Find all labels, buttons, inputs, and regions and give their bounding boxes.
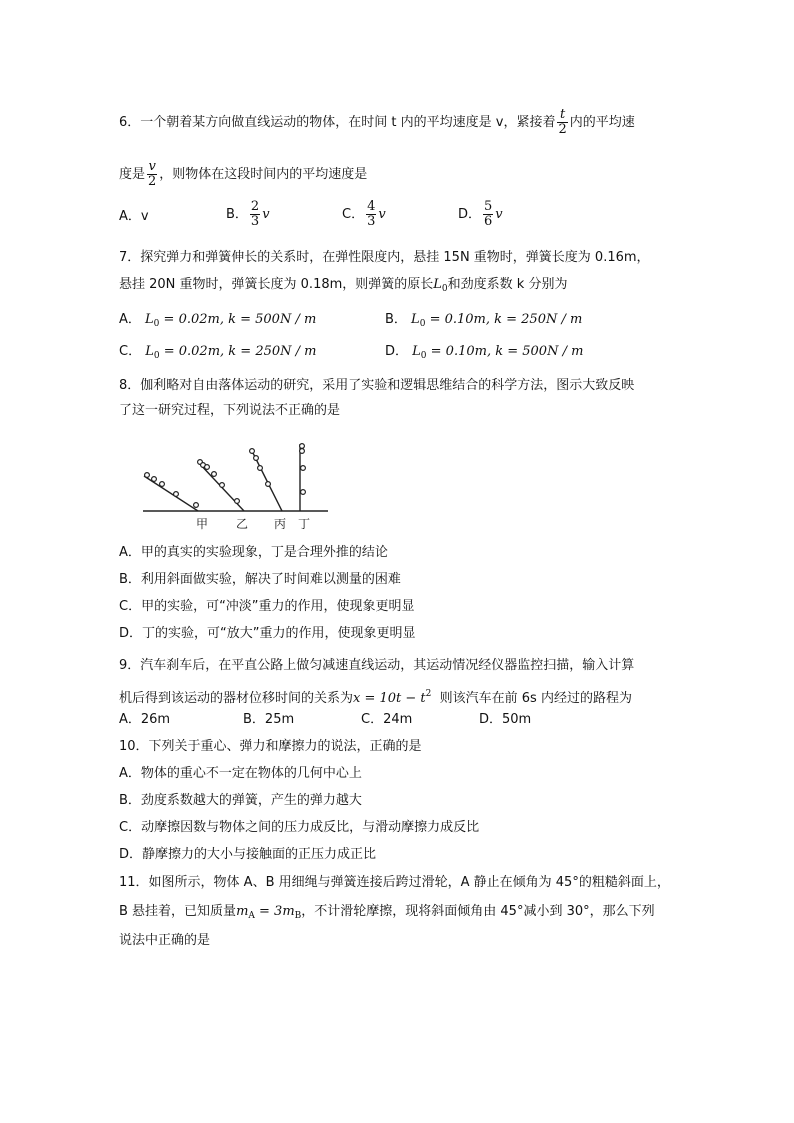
q8-option-c: C．甲的实验，可“冲淡”重力的作用，使现象更明显 xyxy=(119,599,415,614)
q6-text-c: 度是 xyxy=(119,167,146,182)
q8-line1: 8．伽利略对自由落体运动的研究，采用了实验和逻辑思维结合的科学方法，图示大致反映 xyxy=(119,378,635,393)
balls-jia xyxy=(145,473,199,508)
q9-line2: 机后得到该运动的器材位移时间的关系为$x = 10t - t^2$ 则该汽车在前 6s 内经过的路程为 xyxy=(119,689,632,706)
q6-line2 xyxy=(119,160,367,189)
q9-option-a: A．26m xyxy=(119,712,171,727)
q7-L0-symbol: $L_0$ xyxy=(433,277,448,294)
q7-line2: 悬挂 20N 重物时，弹簧长度为 0.18m，则弹簧的原长$L_0$和劲度系数 k 分别为 xyxy=(119,277,568,294)
balls-yi xyxy=(198,460,240,504)
q7-option-c: C． $L_0 = 0.02m$, k = 250N / m xyxy=(119,344,317,361)
q6-text-a: 6．一个朝着某方向做直线运动的物体，在时间 t 内的平均速度是 v，紧接着 xyxy=(119,115,556,130)
q10-option-a: A．物体的重心不一定在物体的几何中心上 xyxy=(119,766,362,781)
q11-mass-relation: $m_A = 3m_B$ xyxy=(236,904,302,921)
q6-text-d: ，则物体在这段时间内的平均速度是 xyxy=(159,167,368,182)
q11-line2: B 悬挂着，已知质量$m_A = 3m_B$，不计滑轮摩擦，现将斜面倾角由 45°减小到 30°，那么下列 xyxy=(119,904,655,921)
q8-option-d: D．丁的实验，可“放大”重力的作用，使现象更明显 xyxy=(119,626,416,641)
q6-line1 xyxy=(119,108,635,137)
q8-option-a: A．甲的真实的实验现象，丁是合理外推的结论 xyxy=(119,545,388,560)
q6-option-d: D． $\frac{5}{6}$ v xyxy=(458,199,503,229)
q6-fraction-t-over-2: $\frac{t}{2}$ xyxy=(558,107,567,137)
q9-line1: 9．汽车刹车后，在平直公路上做匀减速直线运动，其运动情况经仪器监控扫描，输入计算 xyxy=(119,658,635,673)
label-jia: 甲 xyxy=(196,517,209,531)
label-ding: 丁 xyxy=(298,517,311,531)
q8-line2: 了这一研究过程，下列说法不正确的是 xyxy=(119,403,341,418)
q9-option-d: D．50m xyxy=(479,712,532,727)
q6-option-a: A．v xyxy=(119,209,149,224)
galileo-incline-figure xyxy=(140,440,340,535)
q6-option-b: B． $\frac{2}{3}$ v xyxy=(226,199,270,229)
q7-line1: 7．探究弹力和弹簧伸长的关系时，在弹性限度内，悬挂 15N 重物时，弹簧长度为 0.16m， xyxy=(119,250,650,265)
q6-option-c: C． $\frac{4}{3}$ v xyxy=(342,199,386,229)
q7-option-d: D． $L_0 = 0.10m$, k = 500N / m xyxy=(385,344,584,361)
q9-option-b: B．25m xyxy=(243,712,295,727)
label-bing: 丙 xyxy=(274,517,287,531)
q8-option-b: B．利用斜面做实验，解决了时间难以测量的困难 xyxy=(119,572,401,587)
label-yi: 乙 xyxy=(236,517,249,531)
q7-option-a: A． $L_0 = 0.02m$, k = 500N / m xyxy=(119,312,317,329)
q11-line3: 说法中正确的是 xyxy=(119,933,211,948)
q9-formula: $x = 10t - t^2$ xyxy=(353,689,432,706)
q11-line1: 11．如图所示，物体 A、B 用细绳与弹簧连接后跨过滑轮，A 静止在倾角为 45°的粗糙斜面上， xyxy=(119,875,670,890)
q9-option-c: C．24m xyxy=(361,712,413,727)
q6-fraction-v-over-2: $\frac{v}{2}$ xyxy=(148,159,157,189)
q10-option-c: C．动摩擦因数与物体之间的压力成反比，与滑动摩擦力成反比 xyxy=(119,820,480,835)
q10-option-b: B．劲度系数越大的弹簧，产生的弹力越大 xyxy=(119,793,362,808)
q10-option-d: D．静摩擦力的大小与接触面的正压力成正比 xyxy=(119,847,377,862)
q10-line1: 10．下列关于重心、弹力和摩擦力的说法，正确的是 xyxy=(119,739,422,754)
q6-text-b: 内的平均速 xyxy=(569,115,635,130)
q7-option-b: B． $L_0 = 0.10m$, k = 250N / m xyxy=(385,312,583,329)
